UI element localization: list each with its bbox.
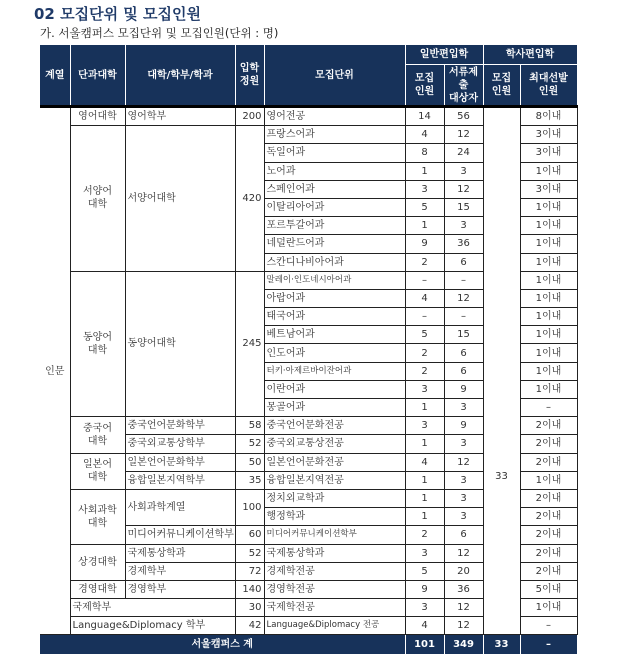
header-bachelor-transfer: 학사편입학 [483, 45, 577, 65]
general-docs-cell: 3 [444, 508, 483, 526]
unit-cell: 경영학전공 [264, 580, 405, 598]
unit-cell: 일본언어문화전공 [264, 453, 405, 471]
general-count-cell: 1 [405, 471, 444, 489]
dept-cell: 서양어대학 [125, 126, 235, 272]
general-docs-cell: 6 [444, 526, 483, 544]
general-count-cell: 4 [405, 289, 444, 307]
header-general-transfer: 일반편입학 [405, 45, 483, 65]
bachelor-max-cell: 2이내 [520, 508, 577, 526]
header-dept: 대학/학부/학과 [125, 45, 235, 107]
unit-cell: 스칸디나비아어과 [264, 253, 405, 271]
college-cell: 서양어 대학 [70, 126, 125, 272]
bachelor-max-cell: 1이내 [520, 308, 577, 326]
quota-cell: 30 [235, 599, 264, 617]
general-count-cell: – [405, 308, 444, 326]
bachelor-max-cell: 1이내 [520, 235, 577, 253]
bachelor-max-cell: 1이내 [520, 471, 577, 489]
unit-cell: 말레이·인도네시아어과 [264, 271, 405, 289]
college-cell: 사회과학 대학 [70, 489, 125, 544]
general-count-cell: 3 [405, 544, 444, 562]
total-bachelor-max: – [520, 635, 577, 655]
general-count-cell: 14 [405, 107, 444, 126]
general-docs-cell: 6 [444, 362, 483, 380]
general-docs-cell: 3 [444, 162, 483, 180]
bachelor-max-cell: – [520, 399, 577, 417]
general-docs-cell: 12 [444, 617, 483, 635]
bachelor-max-cell: 2이내 [520, 526, 577, 544]
bachelor-max-cell: 2이내 [520, 417, 577, 435]
table-caption: 가. 서울캠퍼스 모집단위 및 모집인원(단위 : 명) [40, 26, 279, 40]
general-count-cell: 2 [405, 344, 444, 362]
general-count-cell: 5 [405, 198, 444, 216]
general-docs-cell: 36 [444, 580, 483, 598]
bachelor-max-cell: 2이내 [520, 453, 577, 471]
quota-cell: 42 [235, 617, 264, 635]
general-count-cell: 4 [405, 617, 444, 635]
bachelor-max-cell: 1이내 [520, 599, 577, 617]
bachelor-max-cell: 3이내 [520, 144, 577, 162]
bachelor-max-cell: 2이내 [520, 489, 577, 507]
general-count-cell: 2 [405, 526, 444, 544]
unit-cell: 베트남어과 [264, 326, 405, 344]
dept-cell: 융합일본지역학부 [125, 471, 235, 489]
general-docs-cell: 9 [444, 380, 483, 398]
general-docs-cell: 3 [444, 435, 483, 453]
unit-cell: 이탈리아어과 [264, 198, 405, 216]
bachelor-max-cell: 1이내 [520, 289, 577, 307]
bachelor-max-cell: 1이내 [520, 217, 577, 235]
general-count-cell: 1 [405, 217, 444, 235]
general-docs-cell: – [444, 308, 483, 326]
field-cell: 인문 [40, 107, 70, 635]
dept-cell: 경영학부 [125, 580, 235, 598]
bachelor-max-cell: 1이내 [520, 362, 577, 380]
unit-cell: 인도어과 [264, 344, 405, 362]
general-count-cell: 1 [405, 435, 444, 453]
quota-cell: 35 [235, 471, 264, 489]
quota-cell: 245 [235, 271, 264, 417]
bachelor-max-cell: 2이내 [520, 435, 577, 453]
bachelor-max-cell: 8이내 [520, 107, 577, 126]
general-docs-cell: 12 [444, 289, 483, 307]
bachelor-max-cell: 1이내 [520, 162, 577, 180]
total-bachelor-count: 33 [483, 635, 520, 655]
total-label: 서울캠퍼스 계 [40, 635, 405, 655]
general-count-cell: 1 [405, 508, 444, 526]
bachelor-max-cell: 3이내 [520, 126, 577, 144]
general-docs-cell: 6 [444, 253, 483, 271]
general-docs-cell: 12 [444, 126, 483, 144]
header-college: 단과대학 [70, 45, 125, 107]
admission-quota-table [40, 44, 578, 655]
dept-cell: 중국외교통상학부 [125, 435, 235, 453]
dept-cell: 국제통상학과 [125, 544, 235, 562]
unit-cell: 스페인어과 [264, 180, 405, 198]
unit-cell: 노어과 [264, 162, 405, 180]
quota-cell: 100 [235, 489, 264, 525]
unit-cell: 융합일본지역전공 [264, 471, 405, 489]
unit-cell: 국제학전공 [264, 599, 405, 617]
unit-cell: 국제통상학과 [264, 544, 405, 562]
general-count-cell: 3 [405, 599, 444, 617]
section-title: 02 모집단위 및 모집인원 [34, 5, 201, 23]
header-unit: 모집단위 [264, 45, 405, 107]
general-docs-cell: 24 [444, 144, 483, 162]
general-count-cell: 4 [405, 453, 444, 471]
general-docs-cell: – [444, 271, 483, 289]
bachelor-max-cell: 5이내 [520, 580, 577, 598]
quota-cell: 50 [235, 453, 264, 471]
unit-cell: 행정학과 [264, 508, 405, 526]
dept-cell: 영어학부 [125, 107, 235, 126]
college-cell: 경영대학 [70, 580, 125, 598]
total-general-count: 101 [405, 635, 444, 655]
unit-cell: 중국외교통상전공 [264, 435, 405, 453]
quota-cell: 72 [235, 562, 264, 580]
general-docs-cell: 6 [444, 344, 483, 362]
bachelor-max-cell: 2이내 [520, 562, 577, 580]
general-docs-cell: 3 [444, 489, 483, 507]
bachelor-max-cell: 3이내 [520, 180, 577, 198]
general-count-cell: 1 [405, 162, 444, 180]
quota-cell: 58 [235, 417, 264, 435]
general-count-cell: 2 [405, 362, 444, 380]
general-count-cell: 3 [405, 180, 444, 198]
unit-cell: 중국언어문화전공 [264, 417, 405, 435]
bachelor-max-cell: 1이내 [520, 253, 577, 271]
unit-cell: 터키·아제르바이잔어과 [264, 362, 405, 380]
general-docs-cell: 12 [444, 180, 483, 198]
header-quota: 입학 정원 [235, 45, 264, 107]
quota-cell: 140 [235, 580, 264, 598]
unit-cell: 영어전공 [264, 107, 405, 126]
dept-cell: 미디어커뮤니케이션학부 [125, 526, 235, 544]
unit-cell: 미디어커뮤니케이션학부 [264, 526, 405, 544]
general-docs-cell: 3 [444, 217, 483, 235]
quota-cell: 420 [235, 126, 264, 272]
general-docs-cell: 12 [444, 599, 483, 617]
table-row [40, 107, 577, 126]
general-docs-cell: 3 [444, 471, 483, 489]
general-count-cell: – [405, 271, 444, 289]
general-docs-cell: 15 [444, 198, 483, 216]
general-docs-cell: 36 [444, 235, 483, 253]
general-count-cell: 1 [405, 489, 444, 507]
header-bachelor-count: 모집 인원 [483, 65, 520, 107]
bachelor-max-cell: 1이내 [520, 326, 577, 344]
header-bachelor-max: 최대선발 인원 [520, 65, 577, 107]
college-cell: 국제학부 [70, 599, 235, 617]
quota-cell: 60 [235, 526, 264, 544]
general-count-cell: 4 [405, 126, 444, 144]
dept-cell: 일본언어문화학부 [125, 453, 235, 471]
bachelor-max-cell: – [520, 617, 577, 635]
general-docs-cell: 56 [444, 107, 483, 126]
general-count-cell: 1 [405, 399, 444, 417]
general-docs-cell: 3 [444, 399, 483, 417]
general-count-cell: 3 [405, 417, 444, 435]
college-cell: 동양어 대학 [70, 271, 125, 417]
unit-cell: 프랑스어과 [264, 126, 405, 144]
unit-cell: 포르투갈어과 [264, 217, 405, 235]
general-count-cell: 3 [405, 380, 444, 398]
general-count-cell: 9 [405, 580, 444, 598]
general-count-cell: 2 [405, 253, 444, 271]
college-cell: 일본어 대학 [70, 453, 125, 489]
bachelor-max-cell: 1이내 [520, 380, 577, 398]
general-count-cell: 8 [405, 144, 444, 162]
unit-cell: 이란어과 [264, 380, 405, 398]
unit-cell: 네덜란드어과 [264, 235, 405, 253]
general-docs-cell: 12 [444, 544, 483, 562]
general-docs-cell: 9 [444, 417, 483, 435]
unit-cell: 정치외교학과 [264, 489, 405, 507]
general-count-cell: 5 [405, 562, 444, 580]
bachelor-max-cell: 1이내 [520, 271, 577, 289]
unit-cell: 경제학전공 [264, 562, 405, 580]
college-cell: 영어대학 [70, 107, 125, 126]
header-general-count: 모집 인원 [405, 65, 444, 107]
general-count-cell: 9 [405, 235, 444, 253]
bachelor-max-cell: 1이내 [520, 344, 577, 362]
dept-cell: 동양어대학 [125, 271, 235, 417]
unit-cell: 독일어과 [264, 144, 405, 162]
dept-cell: 사회과학계열 [125, 489, 235, 525]
unit-cell: Language&Diplomacy 전공 [264, 617, 405, 635]
quota-cell: 52 [235, 435, 264, 453]
dept-cell: 중국언어문화학부 [125, 417, 235, 435]
header-general-docs: 서류제출 대상자 [444, 65, 483, 107]
dept-cell: 경제학부 [125, 562, 235, 580]
college-cell: 상경대학 [70, 544, 125, 580]
college-cell: 중국어 대학 [70, 417, 125, 453]
quota-cell: 52 [235, 544, 264, 562]
unit-cell: 태국어과 [264, 308, 405, 326]
header-field: 계열 [40, 45, 70, 107]
bachelor-count-cell: 33 [483, 107, 520, 635]
general-count-cell: 5 [405, 326, 444, 344]
general-docs-cell: 12 [444, 453, 483, 471]
unit-cell: 몽골어과 [264, 399, 405, 417]
bachelor-max-cell: 2이내 [520, 544, 577, 562]
general-docs-cell: 15 [444, 326, 483, 344]
quota-cell: 200 [235, 107, 264, 126]
general-docs-cell: 20 [444, 562, 483, 580]
unit-cell: 아랍어과 [264, 289, 405, 307]
bachelor-max-cell: 1이내 [520, 198, 577, 216]
college-cell: Language&Diplomacy 학부 [70, 617, 235, 635]
total-general-docs: 349 [444, 635, 483, 655]
